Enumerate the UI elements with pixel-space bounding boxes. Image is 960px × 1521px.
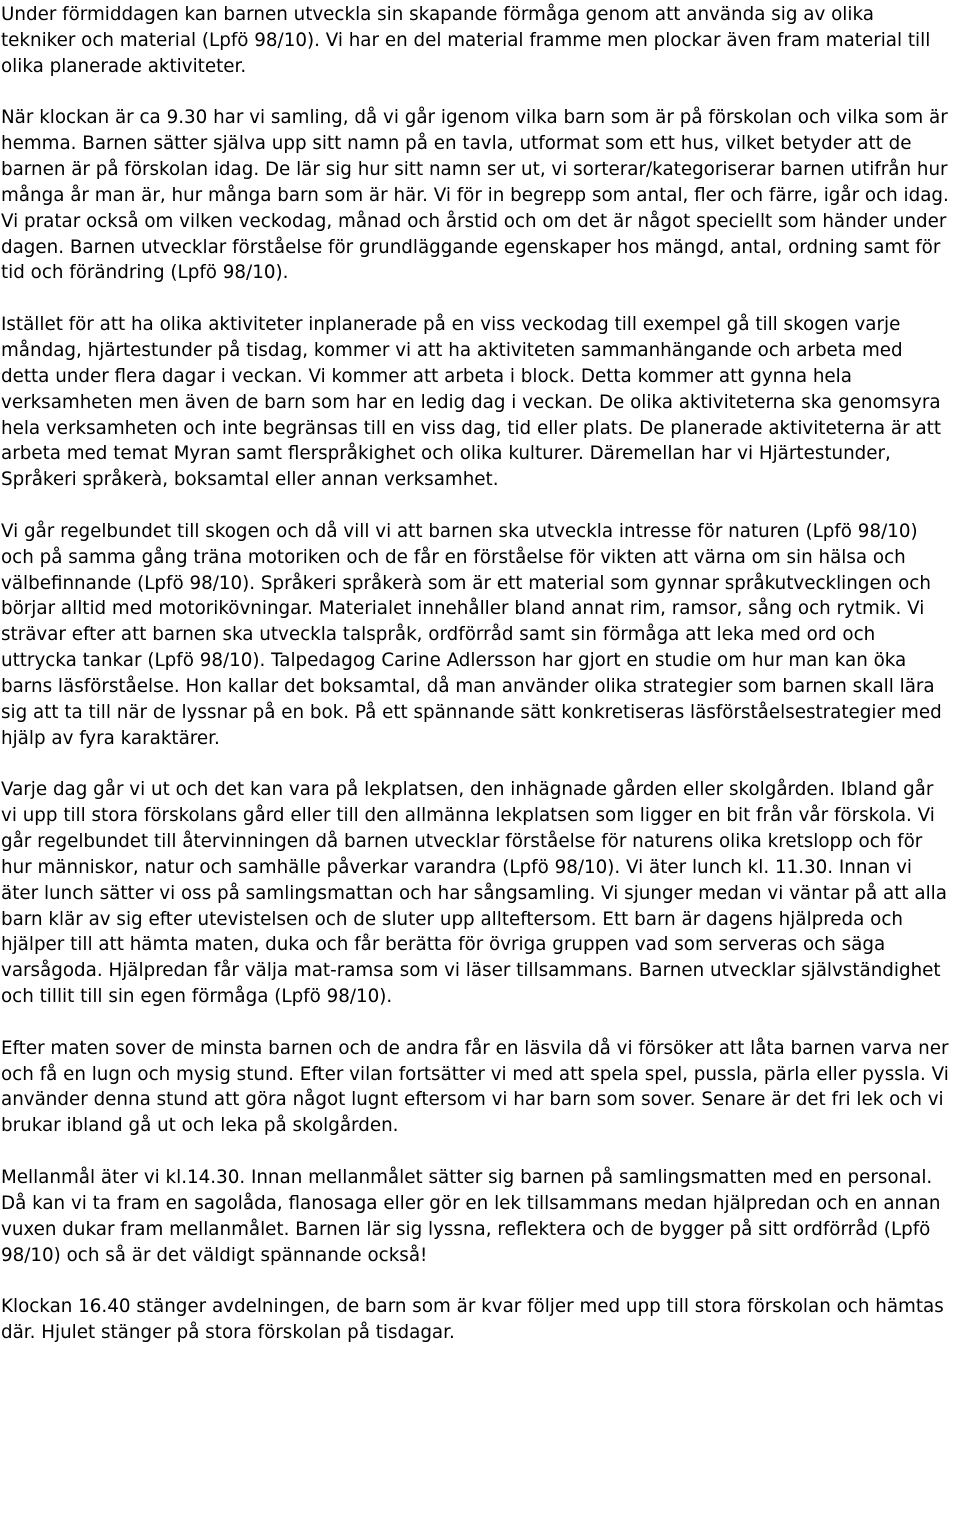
paragraph-outdoors-and-lunch: Varje dag går vi ut och det kan vara på lekplatsen, den inhägnade gården eller skolgården. Ibland går vi upp till stora förskolans gård eller till den allmänna lekplatsen som ligger en bit från vår förskola. Vi går regelbundet till återvinningen då barnen utvecklar förståelse för naturens olika kretslopp och för hur människor, natur och samhälle påverkar varandra (Lpfö 98/10). Vi äter lunch kl. 11.30. Innan vi äter lunch sätter vi oss på samlingsmattan och har sångsamling. Vi sjunger medan vi väntar på att alla barn klär av sig efter utevistelsen och de sluter upp allteftersom. Ett barn är dagens hjälpreda och hjälper till att hämta maten, duka och får berätta för övriga gruppen vad som serveras och säga varsågoda. Hjälpredan får välja mat-ramsa som vi läser tillsammans. Barnen utvecklar självständighet och tillit till sin egen förmåga (Lpfö 98/10). bbox=[1, 779, 947, 1008]
paragraph-block-activities: Istället för att ha olika aktiviteter inplanerade på en viss veckodag till exempel gå till skogen varje måndag, hjärtestunder på tisdag, kommer vi att ha aktiviteten sammanhängande och arbeta med detta under flera dagar i veckan. Vi kommer att arbeta i block. Detta kommer att gynna hela verksamheten men även de barn som har en ledig dag i veckan. De olika aktiviteterna ska genomsyra hela verksamheten och inte begränsas till en viss dag, tid eller plats. De planerade aktiviteterna är att arbeta med temat Myran samt flerspråkighet och olika kulturer. Däremellan har vi Hjärtestunder, Språkeri språkerà, boksamtal eller annan verksamhet. bbox=[1, 314, 941, 491]
paragraph-forest-and-language: Vi går regelbundet till skogen och då vill vi att barnen ska utveckla intresse för naturen (Lpfö 98/10) och på samma gång träna motoriken och de får en förståelse för vikten att värna om sin hälsa och välbefinnande (Lpfö 98/10). Språkeri språkerà som är ett material som gynnar språkutvecklingen och börjar alltid med motorikövningar. Materialet innehåller bland annat rim, ramsor, sång och rytmik. Vi strävar efter att barnen ska utveckla talspråk, ordförråd samt sin förmåga att leka med ord och uttrycka tankar (Lpfö 98/10). Talpedagog Carine Adlersson har gjort en studie om hur man kan öka barns läsförståelse. Hon kallar det boksamtal, då man använder olika strategier som barnen skall lära sig att ta till när de lyssnar på en bok. På ett spännande sätt konkretiseras läsförståelsestrategier med hjälp av fyra karaktärer. bbox=[1, 520, 942, 749]
paragraph-morning-activities: Under förmiddagen kan barnen utveckla sin skapande förmåga genom att använda sig av olika tekniker och material (Lpfö 98/10). Vi har en del material framme men plockar även fram material till olika planerade aktiviteter. bbox=[1, 4, 931, 77]
paragraph-afternoon-snack: Mellanmål äter vi kl.14.30. Innan mellanmålet sätter sig barnen på samlingsmatten med en personal. Då kan vi ta fram en sagolåda, flanosaga eller gör en lek tillsammans medan hjälpredan och en annan vuxen dukar fram mellanmålet. Barnen lär sig lyssna, reflektera och de bygger på sitt ordförråd (Lpfö 98/10) och så är det väldigt spännande också! bbox=[1, 1166, 941, 1266]
paragraph-closing-time: Klockan 16.40 stänger avdelningen, de barn som är kvar följer med upp till stora förskolan och hämtas där. Hjulet stänger på stora förskolan på tisdagar. bbox=[1, 1296, 944, 1344]
paragraph-morning-gathering: När klockan är ca 9.30 har vi samling, då vi går igenom vilka barn som är på förskolan och vilka som är hemma. Barnen sätter själva upp sitt namn på en tavla, utformat som ett hus, vilket betyder att de barnen är på förskolan idag. De lär sig hur sitt namn ser ut, vi sorterar/kategoriserar barnen utifrån hur många år man är, hur många barn som är här. Vi för in begrepp som antal, fler och färre, igår och idag. Vi pratar också om vilken veckodag, månad och årstid och om det är något speciellt som händer under dagen. Barnen utvecklar förståelse för grundläggande egenskaper hos mängd, antal, ordning samt för tid och förändring (Lpfö 98/10). bbox=[1, 107, 949, 284]
paragraph-after-lunch-rest: Efter maten sover de minsta barnen och de andra får en läsvila då vi försöker att låta barnen varva ner och få en lugn och mysig stund. Efter vilan fortsätter vi med att spela spel, pussla, pärla eller pyssla. Vi använder denna stund att göra något lugnt eftersom vi har barn som sover. Senare är det fri lek och vi brukar ibland gå ut och leka på skolgården. bbox=[1, 1037, 949, 1137]
